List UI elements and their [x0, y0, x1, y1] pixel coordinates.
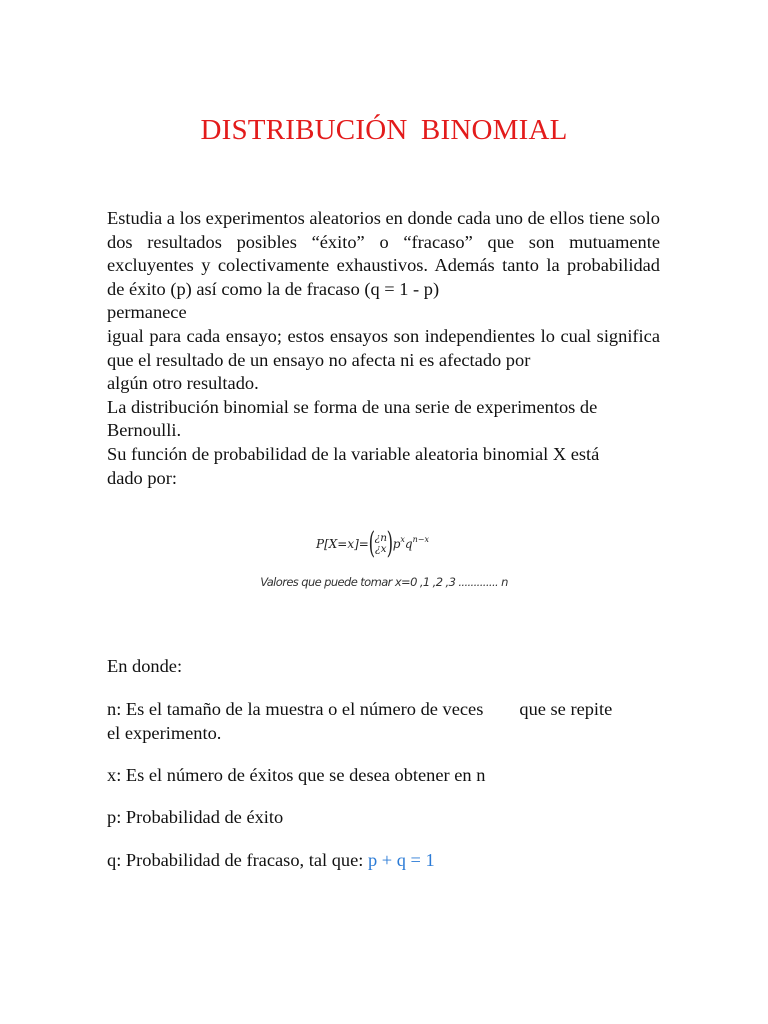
right-paren: ) [386, 526, 394, 561]
formula-base-q: q [404, 537, 413, 551]
definition-n [107, 698, 612, 722]
left-paren: ( [368, 526, 375, 561]
definition-q-equation: p + q = 1 [367, 850, 435, 870]
paragraph-4: Su función de probabilidad de la variable aleatoria binomial X está [107, 443, 600, 464]
document-title: DISTRIBUCIÓN BINOMIAL [200, 114, 568, 146]
intro-text [107, 207, 660, 490]
definition-x: x: Es el número de éxitos que se desea obtener en n [107, 765, 486, 785]
definition-q-label: q: Probabilidad de fracaso, tal que: [107, 850, 364, 870]
paragraph-2-tail: algún otro resultado. [107, 373, 259, 394]
definition-n-cont: el experimento. [107, 723, 222, 743]
values-line: Valores que puede tomar x=0 ,1 ,2 ,3 ............. n [260, 575, 508, 589]
formula-exp-n-minus-x: n−x [412, 534, 429, 544]
formula-lhs: P[X=x]= [316, 537, 369, 551]
paragraph-3-tail: Bernoulli. [107, 420, 182, 441]
definition-q [107, 849, 435, 873]
binom-top: ¿n [374, 532, 387, 544]
definition-n-part1: n: Es el tamaño de la muestra o el número de veces [107, 699, 484, 719]
binomial-coefficient [375, 533, 387, 555]
definition-p: p: Probabilidad de éxito [107, 807, 284, 827]
binomial-formula [316, 526, 429, 562]
paragraph-2: igual para cada ensayo; estos ensayos son independientes lo cual significa que el resultado de un ensayo no afecta ni es afectado por [107, 325, 660, 370]
paragraph-3: La distribución binomial se forma de una serie de experimentos de [107, 396, 598, 417]
paragraph-4-tail: dado por: [107, 467, 177, 488]
formula-exp-x: x [400, 534, 405, 544]
paragraph-1: Estudia a los experimentos aleatorios en donde cada uno de ellos tiene solo dos resultados posibles “éxito” o “fracaso” que son mutuamente excluyentes y colectivamente exhaustivos. Además tanto la probabilidad de éxito (p) así como la de fracaso (q = 1 - p) [107, 208, 660, 299]
definitions-intro: En donde: [107, 656, 183, 676]
binom-bottom: ¿x [375, 543, 387, 555]
paragraph-1-tail: permanece [107, 302, 187, 323]
definition-n-part2: que se repite [519, 699, 613, 719]
formula-base-p: p [392, 537, 401, 551]
